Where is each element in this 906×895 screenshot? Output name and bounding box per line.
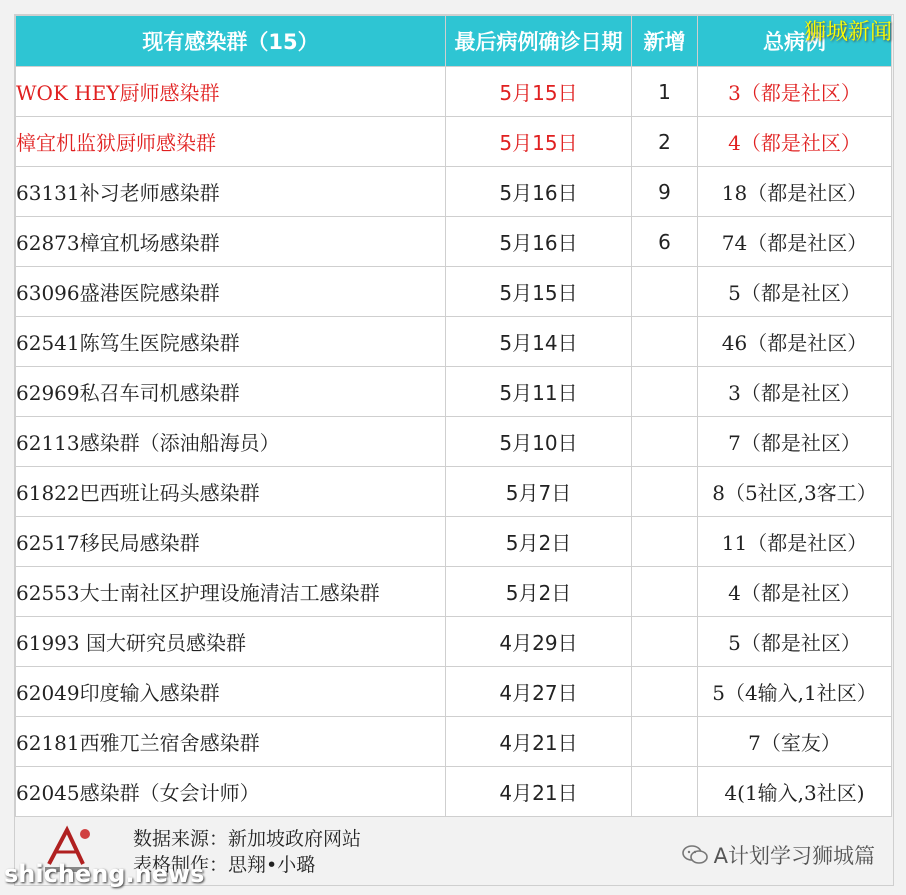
total-cases-cell: 5（都是社区） [698,267,892,317]
new-cases-cell [632,517,698,567]
header-cluster-name: 现有感染群（15） [16,16,446,67]
table-header-row [16,16,892,67]
total-cases-cell: 3（都是社区） [698,67,892,117]
table-row [16,167,892,217]
cluster-name-cell: 62113感染群（添油船海员） [16,417,446,467]
site-watermark-top: 狮城新闻 [803,20,892,45]
total-cases-cell: 3（都是社区） [698,367,892,417]
cluster-name-cell: 62553大士南社区护理设施清洁工感染群 [16,567,446,617]
header-last-case-date: 最后病例确诊日期 [446,16,632,67]
cluster-name-cell: 62969私召车司机感染群 [16,367,446,417]
cluster-name-cell: 62049印度输入感染群 [16,667,446,717]
table-row [16,617,892,667]
table-row [16,717,892,767]
new-cases-cell [632,667,698,717]
last-case-date-cell: 5月15日 [446,267,632,317]
last-case-date-cell: 5月11日 [446,367,632,417]
last-case-date-cell: 4月21日 [446,767,632,817]
total-cases-cell: 11（都是社区） [698,517,892,567]
new-cases-cell [632,267,698,317]
new-cases-cell: 6 [632,217,698,267]
last-case-date-cell: 5月15日 [446,67,632,117]
new-cases-cell [632,417,698,467]
table-row [16,517,892,567]
cluster-name-cell: 63096盛港医院感染群 [16,267,446,317]
new-cases-cell [632,567,698,617]
new-cases-cell [632,617,698,667]
new-cases-cell [632,317,698,367]
cluster-name-cell: 62541陈笃生医院感染群 [16,317,446,367]
last-case-date-cell: 5月16日 [446,167,632,217]
cluster-name-cell: 61822巴西班让码头感染群 [16,467,446,517]
wechat-account-badge [682,840,875,870]
cluster-name-cell: 樟宜机监狱厨师感染群 [16,117,446,167]
last-case-date-cell: 4月27日 [446,667,632,717]
total-cases-cell: 4(1输入,3社区) [698,767,892,817]
total-cases-cell: 5（都是社区） [698,617,892,667]
site-watermark-bottom: shicheng.news [4,860,205,888]
table-row [16,467,892,517]
last-case-date-cell: 4月29日 [446,617,632,667]
table-row [16,217,892,267]
total-cases-cell: 5（4输入,1社区） [698,667,892,717]
cluster-name-cell: 62045感染群（女会计师） [16,767,446,817]
cluster-table [15,15,892,817]
table-row [16,367,892,417]
cluster-name-cell: WOK HEY厨师感染群 [16,67,446,117]
total-cases-cell: 18（都是社区） [698,167,892,217]
table-row [16,117,892,167]
last-case-date-cell: 5月7日 [446,467,632,517]
last-case-date-cell: 5月14日 [446,317,632,367]
cluster-name-cell: 62873樟宜机场感染群 [16,217,446,267]
last-case-date-cell: 5月2日 [446,517,632,567]
new-cases-cell [632,767,698,817]
table-row [16,567,892,617]
new-cases-cell [632,717,698,767]
wechat-icon [682,844,708,866]
table-row [16,267,892,317]
new-cases-cell: 2 [632,117,698,167]
total-cases-cell: 46（都是社区） [698,317,892,367]
cluster-name-cell: 62517移民局感染群 [16,517,446,567]
new-cases-cell: 1 [632,67,698,117]
new-cases-cell [632,467,698,517]
header-new-cases: 新增 [632,16,698,67]
total-cases-cell: 7（室友） [698,717,892,767]
wechat-account-name: A计划学习狮城篇 [713,844,875,868]
last-case-date-cell: 5月2日 [446,567,632,617]
table-row [16,667,892,717]
total-cases-cell: 4（都是社区） [698,567,892,617]
last-case-date-cell: 4月21日 [446,717,632,767]
total-cases-cell: 74（都是社区） [698,217,892,267]
total-cases-cell: 8（5社区,3客工） [698,467,892,517]
table-row [16,417,892,467]
total-cases-cell: 7（都是社区） [698,417,892,467]
cluster-name-cell: 62181西雅兀兰宿舍感染群 [16,717,446,767]
cluster-name-cell: 63131补习老师感染群 [16,167,446,217]
header-total-cases: 总病例 [698,16,892,67]
new-cases-cell [632,367,698,417]
total-cases-cell: 4（都是社区） [698,117,892,167]
table-row [16,67,892,117]
last-case-date-cell: 5月16日 [446,217,632,267]
data-source-text: 数据来源：新加坡政府网站 [133,828,362,850]
last-case-date-cell: 5月15日 [446,117,632,167]
table-row [16,767,892,817]
new-cases-cell: 9 [632,167,698,217]
cluster-name-cell: 61993 国大研究员感染群 [16,617,446,667]
table-maker-text: 表格制作：思翔•小璐 [133,854,316,876]
table-row [16,317,892,367]
last-case-date-cell: 5月10日 [446,417,632,467]
